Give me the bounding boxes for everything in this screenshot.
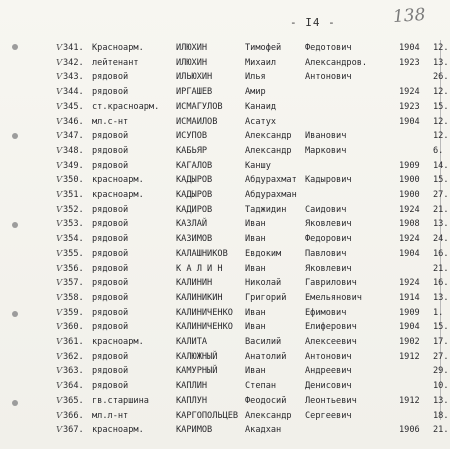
surname: ИЛЮХИН bbox=[176, 43, 208, 53]
surname: КАРИМОВ bbox=[176, 425, 213, 436]
patronymic: Павлович bbox=[305, 248, 347, 259]
surname: КАДИРОВ bbox=[176, 204, 213, 215]
row-number: 361. bbox=[63, 337, 84, 347]
birth-year: 1904 bbox=[399, 43, 420, 53]
patronymic: Гаврилович bbox=[305, 278, 357, 289]
first-name: Иван bbox=[245, 263, 266, 274]
birth-year: 1923 bbox=[399, 57, 420, 68]
surname: ИРГАШЕВ bbox=[176, 87, 213, 98]
rank: рядовой bbox=[92, 72, 129, 83]
first-name: Иван bbox=[245, 307, 266, 318]
patronymic: Федотович bbox=[305, 43, 352, 53]
birth-year: 1900 bbox=[399, 190, 420, 200]
birth-year: 1924 bbox=[399, 204, 420, 215]
check-mark: V bbox=[56, 57, 63, 68]
check-mark: V bbox=[56, 72, 63, 83]
truncated-value: 6. bbox=[433, 145, 444, 156]
check-mark: V bbox=[56, 175, 63, 186]
truncated-value: 12. bbox=[433, 43, 449, 53]
row-number: 346. bbox=[63, 116, 84, 127]
rank: рядовой bbox=[92, 204, 129, 215]
birth-year: 1923 bbox=[399, 101, 420, 112]
patronymic: Кадырович bbox=[305, 175, 352, 186]
truncated-value: 1. bbox=[433, 307, 444, 318]
check-mark: V bbox=[56, 204, 63, 215]
truncated-value: 16. bbox=[433, 278, 449, 289]
check-mark: V bbox=[56, 87, 63, 98]
rank: ст.красноарм. bbox=[92, 101, 160, 112]
patronymic: Сергеевич bbox=[305, 410, 352, 421]
patronymic: Саидович bbox=[305, 204, 347, 215]
row-number: 363. bbox=[63, 366, 84, 377]
patronymic: Иванович bbox=[305, 131, 347, 142]
patronymic: Емельянович bbox=[305, 292, 362, 303]
check-mark: V bbox=[56, 410, 63, 421]
truncated-value: 18. bbox=[433, 410, 449, 421]
rank: гв.старшина bbox=[92, 395, 149, 406]
row-number: 357. bbox=[63, 278, 84, 289]
first-name: Александр bbox=[245, 145, 292, 156]
truncated-value: 21. bbox=[433, 425, 449, 436]
patronymic: Яковлевич bbox=[305, 263, 352, 274]
row-number: 347. bbox=[63, 131, 84, 142]
truncated-value: 16. bbox=[433, 248, 449, 259]
truncated-value: 10. bbox=[433, 381, 449, 392]
rank: красноарм. bbox=[92, 425, 144, 436]
row-number: 364. bbox=[63, 381, 84, 392]
row-number: 344. bbox=[63, 87, 84, 98]
birth-year: 1909 bbox=[399, 160, 420, 171]
patronymic: Алексеевич bbox=[305, 337, 357, 347]
surname: ИЛЬЮХИН bbox=[176, 72, 213, 83]
row-number: 352. bbox=[63, 204, 84, 215]
rank: рядовой bbox=[92, 160, 129, 171]
truncated-value: 26. bbox=[433, 72, 449, 83]
check-mark: V bbox=[56, 366, 63, 377]
rank: рядовой bbox=[92, 307, 129, 318]
check-mark: V bbox=[56, 292, 63, 303]
birth-year: 1924 bbox=[399, 87, 420, 98]
page-number: - I4 - bbox=[290, 16, 336, 29]
first-name: Михаил bbox=[245, 57, 277, 68]
surname: КАПЛИН bbox=[176, 381, 208, 392]
row-number: 349. bbox=[63, 160, 84, 171]
first-name: Феодосий bbox=[245, 395, 287, 406]
surname: К А Л И Н bbox=[176, 263, 223, 274]
truncated-value: 24. bbox=[433, 234, 449, 245]
check-mark: V bbox=[56, 381, 63, 392]
truncated-value: 21. bbox=[433, 263, 449, 274]
rank: Красноарм. bbox=[92, 43, 144, 53]
patronymic: Елиферович bbox=[305, 322, 357, 333]
check-mark: V bbox=[56, 307, 63, 318]
row-number: 358. bbox=[63, 292, 84, 303]
rank: рядовой bbox=[92, 278, 129, 289]
rank: рядовой bbox=[92, 366, 129, 377]
rank: рядовой bbox=[92, 234, 129, 245]
birth-year: 1900 bbox=[399, 175, 420, 186]
row-number: 348. bbox=[63, 145, 84, 156]
check-mark: V bbox=[56, 263, 63, 274]
first-name: Акадхан bbox=[245, 425, 282, 436]
surname: КАБЬЯР bbox=[176, 145, 208, 156]
row-number: 342. bbox=[63, 57, 84, 68]
birth-year: 1908 bbox=[399, 219, 420, 230]
rank: рядовой bbox=[92, 263, 129, 274]
patronymic: Маркович bbox=[305, 145, 347, 156]
first-name: Абдурахмат bbox=[245, 175, 297, 186]
first-name: Александр bbox=[245, 410, 292, 421]
check-mark: V bbox=[56, 248, 63, 259]
row-number: 365. bbox=[63, 395, 84, 406]
first-name: Каншу bbox=[245, 160, 271, 171]
birth-year: 1902 bbox=[399, 337, 420, 347]
rank: рядовой bbox=[92, 248, 129, 259]
rank: красноарм. bbox=[92, 175, 144, 186]
row-number: 366. bbox=[63, 410, 84, 421]
patronymic: Денисович bbox=[305, 381, 352, 392]
patronymic: Яковлевич bbox=[305, 219, 352, 230]
truncated-value: 12. bbox=[433, 116, 449, 127]
birth-year: 1904 bbox=[399, 322, 420, 333]
table-row bbox=[0, 422, 450, 439]
surname: КАГАЛОВ bbox=[176, 160, 213, 171]
first-name: Александр bbox=[245, 131, 292, 142]
check-mark: V bbox=[56, 278, 63, 289]
first-name: Иван bbox=[245, 219, 266, 230]
truncated-value: 12. bbox=[433, 87, 449, 98]
truncated-value: 27. bbox=[433, 351, 449, 362]
surname: КАМУРНЫЙ bbox=[176, 366, 218, 377]
handwritten-page-number: 138 bbox=[392, 4, 427, 28]
check-mark: V bbox=[56, 395, 63, 406]
surname: ИСМАИЛОВ bbox=[176, 116, 218, 127]
surname: ИСМАГУЛОВ bbox=[176, 101, 223, 112]
row-number: 343. bbox=[63, 72, 84, 83]
surname: КАЛИТА bbox=[176, 337, 208, 347]
surname: КАЛЮЖНЫЙ bbox=[176, 351, 218, 362]
first-name: Анатолий bbox=[245, 351, 287, 362]
rank: рядовой bbox=[92, 381, 129, 392]
rank: мл.с-нт bbox=[92, 116, 129, 127]
birth-year: 1912 bbox=[399, 395, 420, 406]
first-name: Тимофей bbox=[245, 43, 282, 53]
first-name: Николай bbox=[245, 278, 282, 289]
birth-year: 1924 bbox=[399, 278, 420, 289]
surname: КАЗИМОВ bbox=[176, 234, 213, 245]
first-name: Василий bbox=[245, 337, 282, 347]
patronymic: Андреевич bbox=[305, 366, 352, 377]
surname: КАЛАШНИКОВ bbox=[176, 248, 228, 259]
row-number: 354. bbox=[63, 234, 84, 245]
rank: лейтенант bbox=[92, 57, 139, 68]
birth-year: 1912 bbox=[399, 351, 420, 362]
birth-year: 1904 bbox=[399, 116, 420, 127]
check-mark: V bbox=[56, 160, 63, 171]
check-mark: V bbox=[56, 43, 63, 53]
rank: мл.л-нт bbox=[92, 410, 129, 421]
truncated-value: 14. bbox=[433, 160, 449, 171]
check-mark: V bbox=[56, 425, 63, 436]
surname: КАРГОПОЛЬЦЕВ bbox=[176, 410, 239, 421]
check-mark: V bbox=[56, 131, 63, 142]
first-name: Илья bbox=[245, 72, 266, 83]
truncated-value: 29. bbox=[433, 366, 449, 377]
truncated-value: 15. bbox=[433, 322, 449, 333]
first-name: Иван bbox=[245, 366, 266, 377]
surname: КАДЫРОВ bbox=[176, 175, 213, 186]
row-number: 351. bbox=[63, 190, 84, 200]
first-name: Канаид bbox=[245, 101, 277, 112]
first-name: Асатух bbox=[245, 116, 277, 127]
patronymic: Федорович bbox=[305, 234, 352, 245]
surname: ИЛЮХИН bbox=[176, 57, 208, 68]
truncated-value: 12. bbox=[433, 131, 449, 142]
surname: КАЛИНИКИН bbox=[176, 292, 223, 303]
surname: КАЗЛАЙ bbox=[176, 219, 208, 230]
truncated-value: 17. bbox=[433, 337, 449, 347]
patronymic: Ефимович bbox=[305, 307, 347, 318]
surname: КАДЫРОВ bbox=[176, 190, 213, 200]
rank: рядовой bbox=[92, 219, 129, 230]
rank: рядовой bbox=[92, 322, 129, 333]
birth-year: 1914 bbox=[399, 292, 420, 303]
check-mark: V bbox=[56, 322, 63, 333]
row-number: 353. bbox=[63, 219, 84, 230]
surname: КАЛИНИЧЕНКО bbox=[176, 307, 233, 318]
birth-year: 1904 bbox=[399, 248, 420, 259]
check-mark: V bbox=[56, 219, 63, 230]
birth-year: 1909 bbox=[399, 307, 420, 318]
patronymic: Антонович bbox=[305, 72, 352, 83]
check-mark: V bbox=[56, 337, 63, 347]
birth-year: 1924 bbox=[399, 234, 420, 245]
surname: КАЛИНИЧЕНКО bbox=[176, 322, 233, 333]
check-mark: V bbox=[56, 145, 63, 156]
truncated-value: 13. bbox=[433, 57, 449, 68]
row-number: 367. bbox=[63, 425, 84, 436]
surname: ИСУПОВ bbox=[176, 131, 208, 142]
surname: КАЛИНИН bbox=[176, 278, 213, 289]
row-number: 360. bbox=[63, 322, 84, 333]
truncated-value: 27. bbox=[433, 190, 449, 200]
truncated-value: 15. bbox=[433, 175, 449, 186]
row-number: 356. bbox=[63, 263, 84, 274]
row-number: 362. bbox=[63, 351, 84, 362]
rank: рядовой bbox=[92, 145, 129, 156]
first-name: Григорий bbox=[245, 292, 287, 303]
row-number: 350. bbox=[63, 175, 84, 186]
truncated-value: 21. bbox=[433, 204, 449, 215]
truncated-value: 13. bbox=[433, 292, 449, 303]
truncated-value: 15. bbox=[433, 101, 449, 112]
truncated-value: 13. bbox=[433, 395, 449, 406]
first-name: Евдоким bbox=[245, 248, 282, 259]
truncated-value: 13. bbox=[433, 219, 449, 230]
check-mark: V bbox=[56, 116, 63, 127]
check-mark: V bbox=[56, 190, 63, 200]
rank: красноарм. bbox=[92, 337, 144, 347]
rank: рядовой bbox=[92, 292, 129, 303]
check-mark: V bbox=[56, 234, 63, 245]
row-number: 345. bbox=[63, 101, 84, 112]
first-name: Степан bbox=[245, 381, 277, 392]
first-name: Иван bbox=[245, 322, 266, 333]
row-number: 359. bbox=[63, 307, 84, 318]
first-name: Иван bbox=[245, 234, 266, 245]
row-number: 355. bbox=[63, 248, 84, 259]
first-name: Абдурахман bbox=[245, 190, 297, 200]
row-number: 341. bbox=[63, 43, 84, 53]
rank: рядовой bbox=[92, 87, 129, 98]
patronymic: Леонтьевич bbox=[305, 395, 357, 406]
surname: КАПЛУН bbox=[176, 395, 208, 406]
rank: рядовой bbox=[92, 351, 129, 362]
first-name: Таджидин bbox=[245, 204, 287, 215]
rank: красноарм. bbox=[92, 190, 144, 200]
birth-year: 1906 bbox=[399, 425, 420, 436]
patronymic: Александров. bbox=[305, 57, 368, 68]
check-mark: V bbox=[56, 101, 63, 112]
rank: рядовой bbox=[92, 131, 129, 142]
patronymic: Антонович bbox=[305, 351, 352, 362]
first-name: Амир bbox=[245, 87, 266, 98]
check-mark: V bbox=[56, 351, 63, 362]
